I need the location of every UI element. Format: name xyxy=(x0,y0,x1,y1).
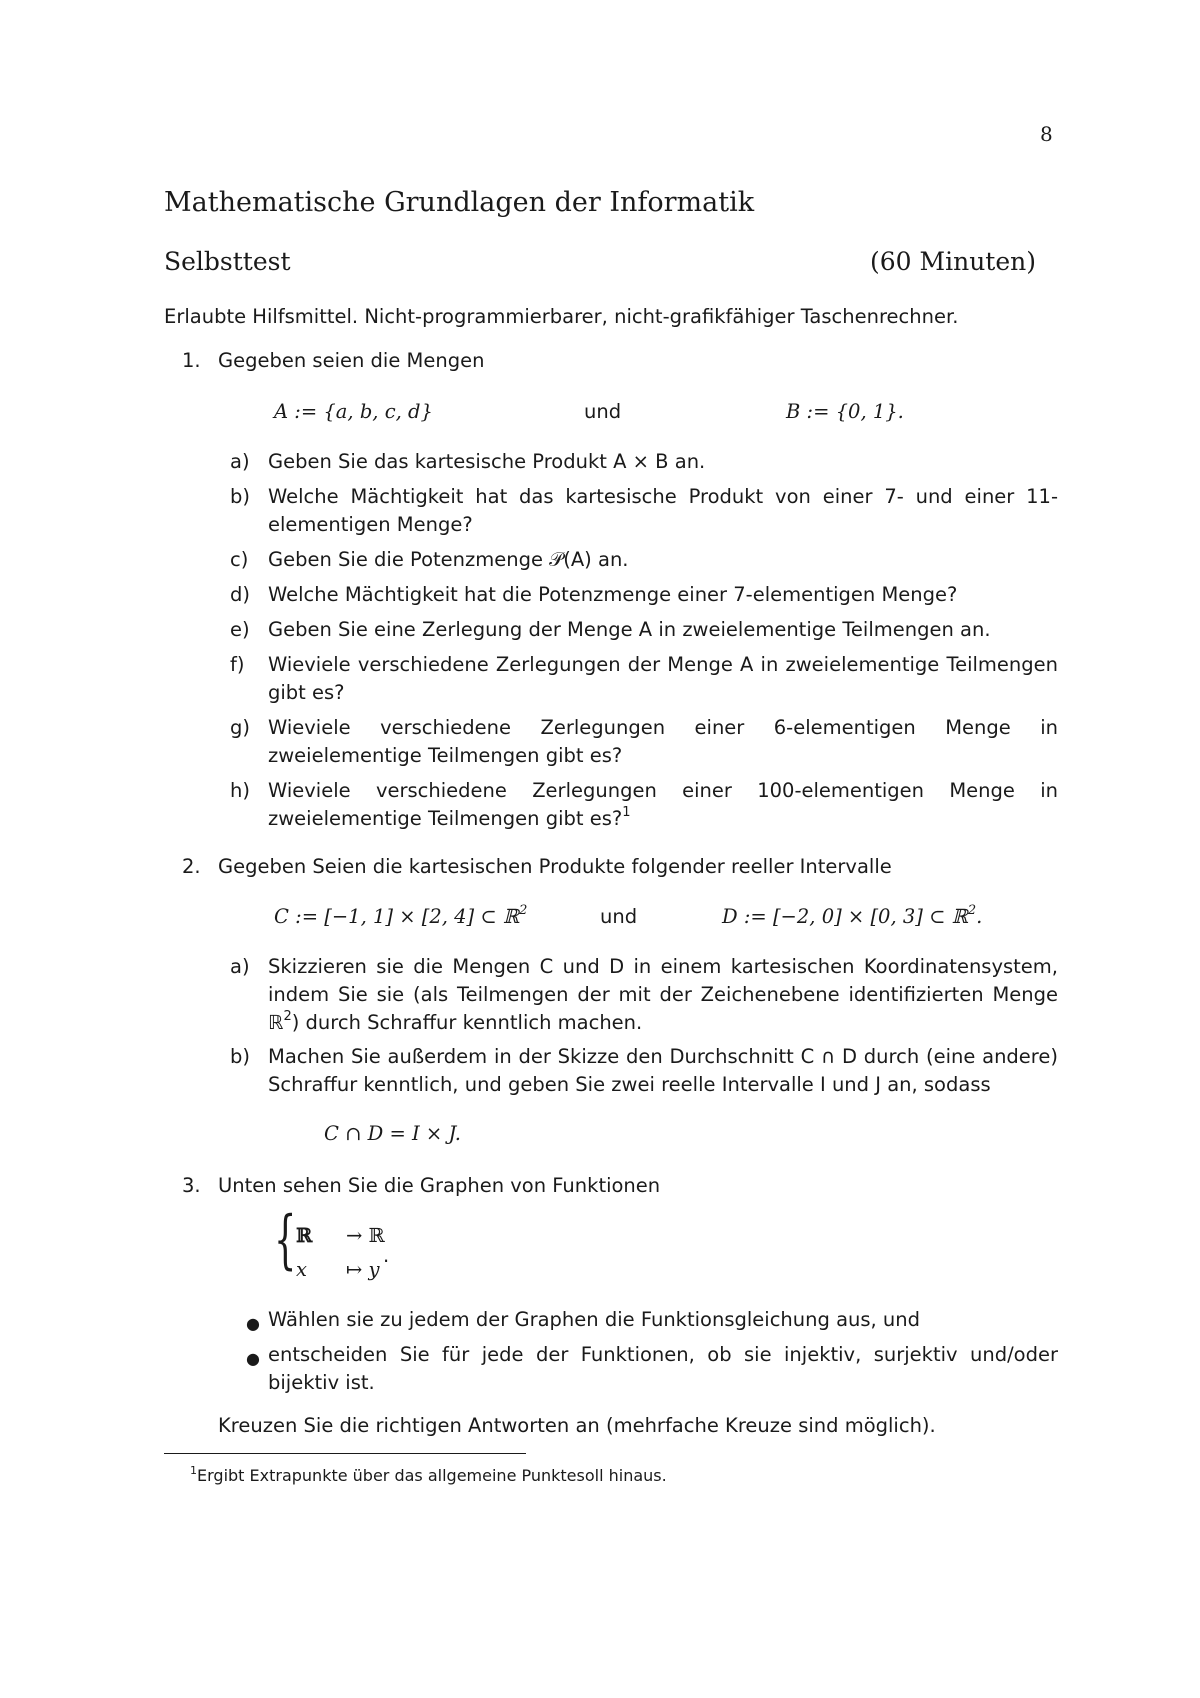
test-subtitle: Selbsttest xyxy=(164,247,291,276)
exponent: 2 xyxy=(967,903,977,918)
closing-instruction: Kreuzen Sie die richtigen Antworten an (mehrfache Kreuze sind möglich). xyxy=(218,1414,936,1437)
item-text: Geben Sie das kartesische Produkt A × B an. xyxy=(268,450,706,473)
item-text: Geben Sie eine Zerlegung der Menge A in zweielementige Teilmengen an. xyxy=(268,618,991,641)
intersection-equation: C ∩ D = I × J. xyxy=(324,1122,461,1145)
page-title: Mathematische Grundlagen der Informatik xyxy=(164,187,755,218)
question-intro: Unten sehen Sie die Graphen von Funktionen xyxy=(218,1174,661,1197)
item-label: b) xyxy=(230,485,250,508)
item-text: Wieviele verschiedene Zerlegungen der Menge A in zweielementige Teilmengen gibt es? xyxy=(268,653,1058,704)
question-intro: Gegeben seien die Mengen xyxy=(218,349,485,372)
item-text: Welche Mächtigkeit hat das kartesische Produkt von einer 7- und einer 11-elementigen Menge? xyxy=(268,485,1058,536)
set-d-definition xyxy=(722,903,982,934)
item-label: d) xyxy=(230,583,250,606)
item-label: b) xyxy=(230,1045,250,1068)
set-b-definition: B := {0, 1}. xyxy=(786,400,904,423)
footnote-mark: 1 xyxy=(190,1464,197,1477)
item-text: Wieviele verschiedene Zerlegungen einer 6-elementigen Menge in zweielementige Teilmengen gibt es? xyxy=(268,716,1058,767)
bullet-icon: ● xyxy=(246,1314,260,1333)
allowed-aids: Erlaubte Hilfsmittel. Nicht-programmierbarer, nicht-grafikfähiger Taschenrechner. xyxy=(164,305,959,328)
footnote xyxy=(190,1462,667,1492)
footnote-text: Ergibt Extrapunkte über das allgemeine Punktesoll hinaus. xyxy=(197,1466,667,1485)
item-text xyxy=(268,953,1058,1040)
question-number: 3. xyxy=(182,1174,201,1197)
item-label: a) xyxy=(230,450,250,473)
set-a-definition: A := {a, b, c, d} xyxy=(274,400,433,423)
function-end: . xyxy=(383,1244,390,1267)
set-c-text: C := [−1, 1] × [2, 4] ⊂ ℝ xyxy=(274,905,520,928)
item-label: h) xyxy=(230,779,250,802)
conjunction: und xyxy=(600,905,638,928)
item-text xyxy=(268,777,1058,836)
question-number: 1. xyxy=(182,349,201,372)
item-text: Machen Sie außerdem in der Skizze den Durchschnitt C ∩ D durch (eine andere) Schraffur kenntlich, und geben Sie zwei reelle Intervalle I und J an, sodass xyxy=(268,1045,1058,1096)
item-text: Geben Sie die Potenzmenge 𝒫(A) an. xyxy=(268,548,629,571)
left-brace-icon: { xyxy=(274,1203,297,1277)
conjunction: und xyxy=(584,400,622,423)
footnote-rule xyxy=(164,1453,526,1454)
function-domain: ℝ xyxy=(296,1224,313,1247)
page-number: 8 xyxy=(1040,122,1053,146)
question-number: 2. xyxy=(182,855,201,878)
item-text: Welche Mächtigkeit hat die Potenzmenge einer 7-elementigen Menge? xyxy=(268,583,958,606)
item-label: e) xyxy=(230,618,250,641)
question-intro: Gegeben Seien die kartesischen Produkte folgender reeller Intervalle xyxy=(218,855,892,878)
item-label: g) xyxy=(230,716,250,739)
set-d-end: . xyxy=(976,905,983,928)
item-text-part-1: Skizzieren sie die Mengen C und D in einem kartesischen Koordinatensystem, indem Sie sie (als Teilmengen der mit der Zeichenebene identifizierten Menge ℝ xyxy=(268,955,1058,1034)
item-label: a) xyxy=(230,955,250,978)
function-mapping: ↦ y xyxy=(346,1258,380,1281)
function-codomain: → ℝ xyxy=(346,1224,385,1247)
exponent: 2 xyxy=(283,1009,292,1024)
item-text-part-2: ) durch Schraffur kenntlich machen. xyxy=(291,1011,643,1034)
item-label: c) xyxy=(230,548,249,571)
test-duration: (60 Minuten) xyxy=(870,247,1037,276)
bullet-text: Wählen sie zu jedem der Graphen die Funktionsgleichung aus, und xyxy=(268,1308,921,1331)
footnote-reference[interactable]: 1 xyxy=(622,805,631,820)
bullet-text: entscheiden Sie für jede der Funktionen, ob sie injektiv, surjektiv und/oder bijektiv ist. xyxy=(268,1343,1058,1394)
item-label: f) xyxy=(230,653,245,676)
bullet-icon: ● xyxy=(246,1349,260,1368)
set-d-text: D := [−2, 0] × [0, 3] ⊂ ℝ xyxy=(722,905,968,928)
exponent: 2 xyxy=(519,903,528,918)
function-variable: x xyxy=(296,1258,307,1281)
item-text-body: Wieviele verschiedene Zerlegungen einer 100-elementigen Menge in zweielementige Teilmengen gibt es? xyxy=(268,779,1058,830)
set-c-definition xyxy=(274,903,527,934)
